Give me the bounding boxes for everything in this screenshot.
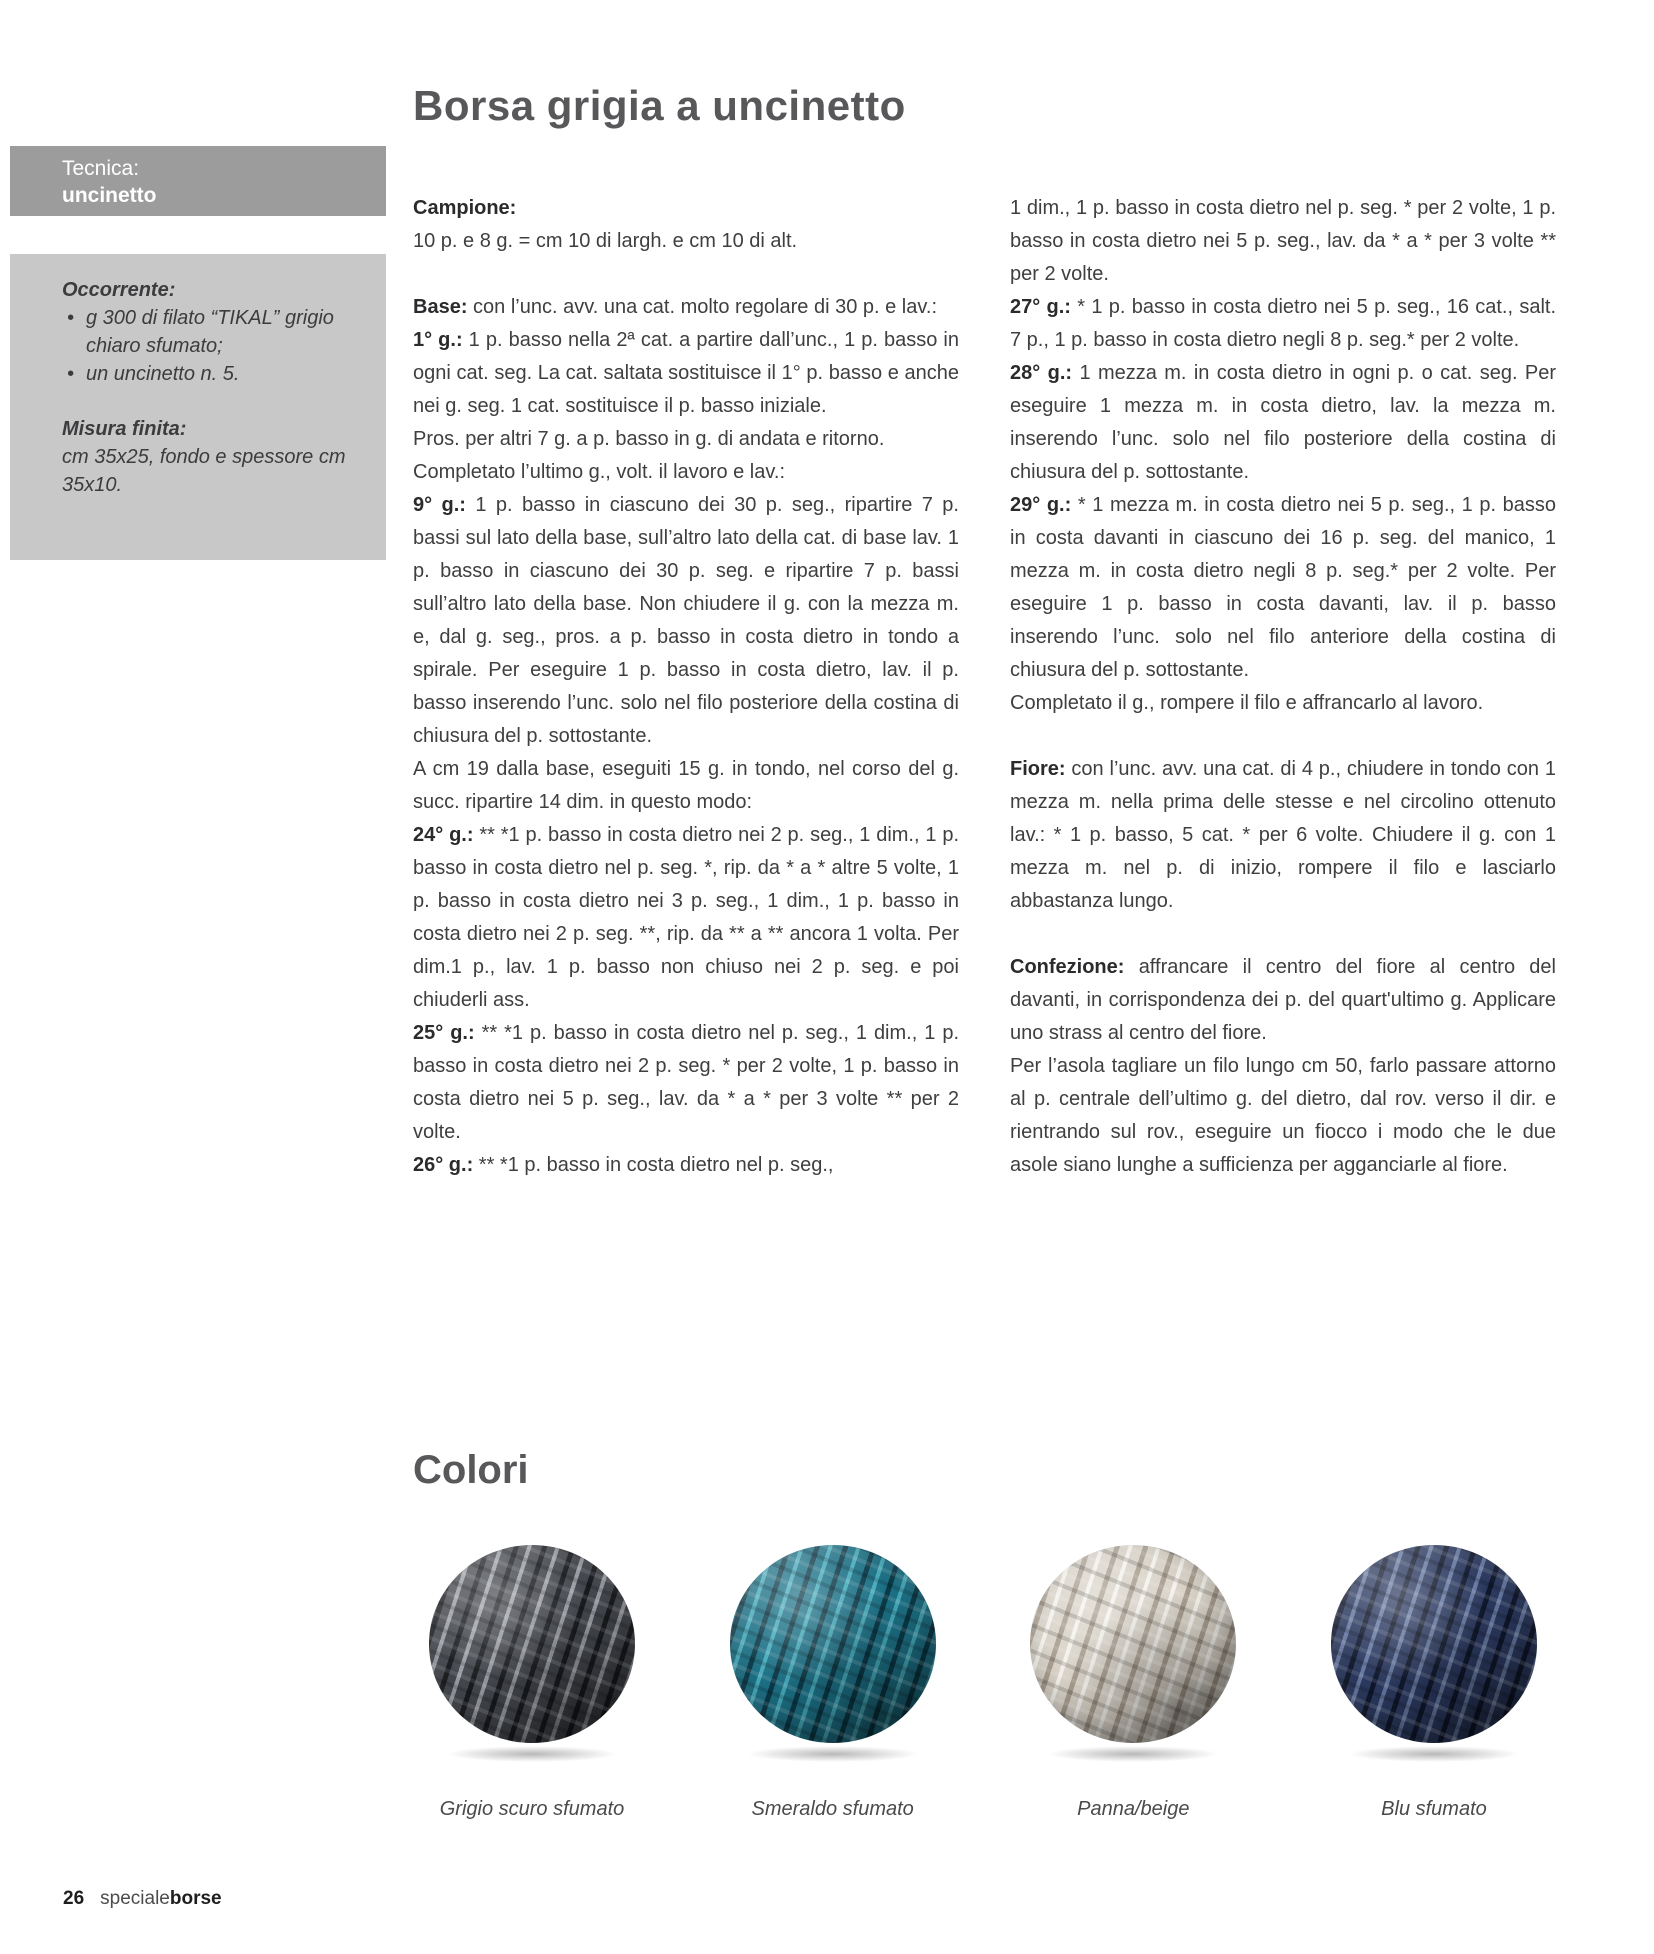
occorrente-title: Occorrente: — [62, 279, 176, 301]
paragraph-text: Completato l’ultimo g., volt. il lavoro e lav.: — [413, 461, 786, 483]
paragraph-giro-24 — [413, 819, 959, 1017]
list-item — [62, 360, 358, 388]
paragraph-label: 1° g.: — [413, 329, 463, 351]
paragraph-text: 10 p. e 8 g. = cm 10 di largh. e cm 10 di alt. — [413, 230, 798, 252]
yarn-ball-image — [1331, 1545, 1537, 1743]
yarn-swatch-smeraldo — [699, 1545, 967, 1821]
occorrente-list — [62, 304, 358, 388]
paragraph-text: 1 p. basso nella 2ª cat. a partire dall’unc., 1 p. basso in ogni cat. seg. La cat. saltata sostituisce il 1° p. basso e anche nei g. seg. 1 cat. sostituisce il p. basso iniziale. — [413, 329, 959, 417]
text-column-left — [413, 192, 959, 1182]
paragraph-label: Base: — [413, 296, 468, 318]
tecnica-label: Tecnica: — [62, 157, 140, 180]
paragraph-text: Pros. per altri 7 g. a p. basso in g. di andata e ritorno. — [413, 428, 885, 450]
yarn-swatch-panna — [999, 1545, 1267, 1821]
yarn-ball-shadow — [446, 1746, 618, 1762]
paragraph-text: 1 dim., 1 p. basso in costa dietro nel p. seg. * per 2 volte, 1 p. basso in costa dietro nei 5 p. seg., lav. da * a * per 3 volte ** per 2 volte. — [1010, 197, 1556, 285]
yarn-ball-shadow — [1047, 1746, 1219, 1762]
yarn-ball-image — [1030, 1545, 1236, 1743]
paragraph-text: ** *1 p. basso in costa dietro nei 2 p. seg., 1 dim., 1 p. basso in costa dietro nel p. seg. *, rip. da * a * altre 5 volte, 1 p. basso in costa dietro nei 3 p. seg., 1 dim., 1 p. basso in costa dietro nei 2 p. seg. **, rip. da ** a ** ancora 1 volta. Per dim.1 p., lav. 1 p. basso non chiuso nei 2 p. seg. e poi chiuderli ass. — [413, 824, 960, 1011]
brand-regular: speciale — [100, 1888, 170, 1909]
yarn-ball-image — [730, 1545, 936, 1743]
paragraph-label: 29° g.: — [1010, 494, 1072, 516]
paragraph-giro-28 — [1010, 357, 1556, 489]
yarn-caption: Smeraldo sfumato — [751, 1798, 914, 1820]
yarn-ball-photo — [1331, 1545, 1537, 1762]
paragraph-giro-1 — [413, 324, 959, 423]
paragraph-label: 9° g.: — [413, 494, 466, 516]
paragraph-giro-9 — [413, 489, 959, 753]
paragraph-text: * 1 mezza m. in costa dietro nei 5 p. seg., 1 p. basso in costa davanti in ciascuno dei 16 p. seg. del manico, 1 mezza m. in costa dietro negli 8 p. seg.* per 2 volte. Per eseguire 1 p. basso in costa davanti, lav. il p. basso inserendo l’unc. solo nel filo anteriore della costina di chiusura del p. sottostante. — [1010, 494, 1557, 681]
tecnica-value: uncinetto — [62, 184, 157, 207]
page-title: Borsa grigia a uncinetto — [413, 82, 906, 129]
yarn-caption: Blu sfumato — [1381, 1798, 1487, 1820]
paragraph-label: Fiore: — [1010, 758, 1066, 780]
paragraph-confezione — [1010, 951, 1556, 1050]
misura-block — [62, 415, 358, 499]
paragraph — [413, 456, 959, 489]
paragraph — [1010, 687, 1556, 720]
list-item-text: g 300 di filato “TIKAL” grigio chiaro sfumato; — [86, 307, 334, 357]
paragraph-campione — [413, 192, 959, 258]
paragraph-text: affrancare il centro del fiore al centro del davanti, in corrispondenza dei p. del quart'ultimo g. Applicare uno strass al centro del fiore. — [1010, 956, 1556, 1044]
paragraph-text: con l’unc. avv. una cat. di 4 p., chiudere in tondo con 1 mezza m. nella prima delle stesse e nel circolino ottenuto lav.: * 1 p. basso, 5 cat. * per 6 volte. Chiudere il g. con 1 mezza m. nel p. di inizio, rompere il filo e lasciarlo abbastanza lungo. — [1010, 758, 1557, 912]
tecnica-box — [10, 146, 386, 216]
yarn-swatch-row — [398, 1545, 1568, 1821]
magazine-brand — [100, 1888, 221, 1910]
yarn-ball-photo — [730, 1545, 936, 1762]
yarn-caption: Panna/beige — [1077, 1798, 1190, 1820]
paragraph-label: 26° g.: — [413, 1154, 474, 1176]
paragraph-label: Confezione: — [1010, 956, 1125, 978]
paragraph-giro-26 — [413, 1149, 959, 1182]
yarn-ball-photo — [1030, 1545, 1236, 1762]
yarn-ball-image — [429, 1545, 635, 1743]
yarn-ball-shadow — [747, 1746, 919, 1762]
paragraph-giro-25 — [413, 1017, 959, 1149]
paragraph — [1010, 192, 1556, 291]
paragraph-fiore — [1010, 753, 1556, 918]
paragraph-label: 27° g.: — [1010, 296, 1071, 318]
page-footer — [63, 1888, 222, 1910]
paragraph-label: 24° g.: — [413, 824, 474, 846]
list-item — [62, 304, 358, 360]
occorrente-box — [10, 254, 386, 560]
paragraph-text: con l’unc. avv. una cat. molto regolare di 30 p. e lav.: — [473, 296, 938, 318]
colori-heading: Colori — [413, 1448, 529, 1492]
paragraph-base — [413, 291, 959, 324]
yarn-swatch-grigio — [398, 1545, 666, 1821]
paragraph-text: 1 mezza m. in costa dietro in ogni p. o cat. seg. Per eseguire 1 mezza m. in costa dietro, lav. la mezza m. inserendo l’unc. solo nel filo posteriore della costina di chiusura del p. sottostante. — [1010, 362, 1557, 483]
misura-text: cm 35x25, fondo e spessore cm 35x10. — [62, 446, 346, 496]
paragraph-label: 25° g.: — [413, 1022, 475, 1044]
paragraph-text: Per l’asola tagliare un filo lungo cm 50, farlo passare attorno al p. centrale dell’ultimo g. del dietro, dal rov. verso il dir. e rientrando sul rov., eseguire un fiocco i modo che le due asole siano lunghe a sufficienza per agganciarle al fiore. — [1010, 1055, 1556, 1176]
brand-bold: borse — [169, 1888, 222, 1909]
yarn-ball-photo — [429, 1545, 635, 1762]
paragraph-label: 28° g.: — [1010, 362, 1073, 384]
paragraph-text: A cm 19 dalla base, eseguiti 15 g. in tondo, nel corso del g. succ. ripartire 14 dim. in questo modo: — [413, 758, 959, 813]
paragraph-label: Campione: — [413, 197, 517, 219]
paragraph — [413, 753, 959, 819]
paragraph-giro-29 — [1010, 489, 1556, 687]
paragraph — [413, 423, 959, 456]
yarn-swatch-blu — [1300, 1545, 1568, 1821]
paragraph-text: ** *1 p. basso in costa dietro nel p. seg., 1 dim., 1 p. basso in costa dietro nei 2 p. seg. * per 2 volte, 1 p. basso in costa dietro nei 5 p. seg., lav. da * a * per 3 volte ** per 2 volte. — [413, 1022, 960, 1143]
paragraph-text: 1 p. basso in ciascuno dei 30 p. seg., ripartire 7 p. bassi sul lato della base, sull’altro lato della cat. di base lav. 1 p. basso in ciascuno dei 30 p. seg. e ripartire 7 p. bassi sull’altro lato della base. Non chiudere il g. con la mezza m. e, dal g. seg., pros. a p. basso in costa dietro in tondo a spirale. Per eseguire 1 p. basso in costa dietro, lav. il p. basso inserendo l’unc. solo nel filo posteriore della costina di chiusura del p. sottostante. — [413, 494, 959, 747]
paragraph-text: * 1 p. basso in costa dietro nei 5 p. seg., 16 cat., salt. 7 p., 1 p. basso in costa dietro negli 8 p. seg.* per 2 volte. — [1010, 296, 1557, 351]
paragraph — [1010, 1050, 1556, 1182]
text-column-right — [1010, 192, 1556, 1182]
page-number: 26 — [63, 1888, 85, 1909]
misura-title: Misura finita: — [62, 418, 187, 440]
yarn-ball-shadow — [1348, 1746, 1520, 1762]
paragraph-text: ** *1 p. basso in costa dietro nel p. seg., — [478, 1154, 834, 1176]
yarn-caption: Grigio scuro sfumato — [439, 1798, 625, 1820]
paragraph-giro-27 — [1010, 291, 1556, 357]
paragraph-text: Completato il g., rompere il filo e affrancarlo al lavoro. — [1010, 692, 1484, 714]
list-item-text: un uncinetto n. 5. — [86, 363, 240, 385]
